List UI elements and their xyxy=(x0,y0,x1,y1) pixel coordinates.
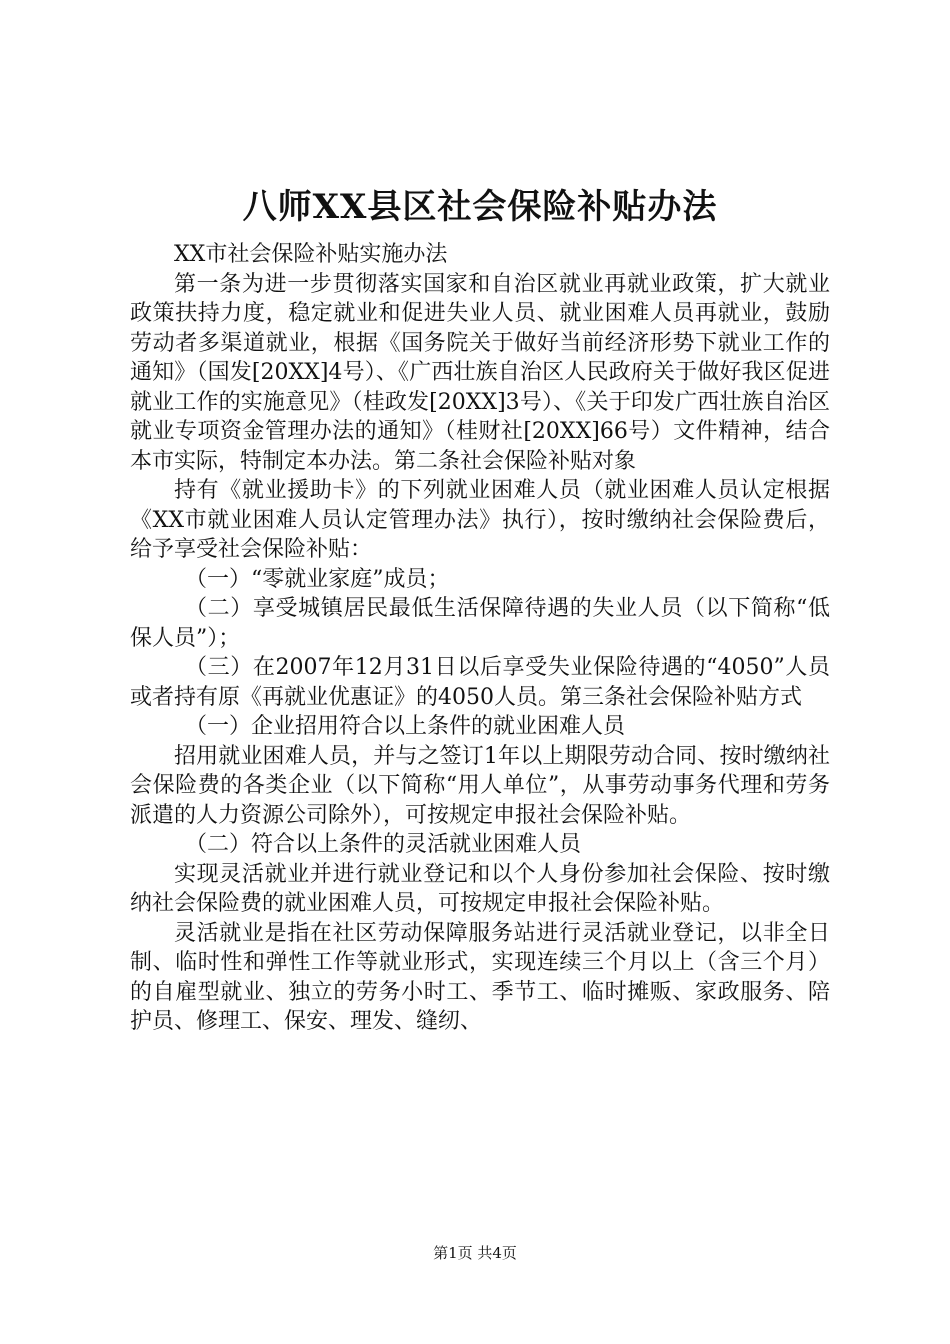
document-body xyxy=(130,240,830,1037)
paragraph-item-1: （一）“零就业家庭”成员； xyxy=(185,566,450,592)
paragraph-item-3: （三）在2007年12月31日以后享受失业保险待遇的“4050”人员或者持有原《再就业优惠证》的4050人员。第三条社会保险补贴方式 xyxy=(130,655,830,710)
document-title: 八师XX县区社会保险补贴办法 xyxy=(242,187,718,227)
paragraph-method-2: （二）符合以上条件的灵活就业困难人员 xyxy=(185,832,582,857)
paragraph-article-1: 第一条为进一步贯彻落实国家和自治区就业再就业政策，扩大就业政策扶持力度，稳定就业和促进失业人员、就业困难人员再就业，鼓励劳动者多渠道就业，根据《国务院关于做好当前经济形势下就业工作的通知》（国发[20XX]4号）、《广西壮族自治区人民政府关于做好我区促进就业工作的实施意见》（桂政发[20XX]3号）、《关于印发广西壮族自治区就业专项资金管理办法的通知》（桂财社[20XX]66号）文件精神，结合本市实际，特制定本办法。第二条社会保险补贴对象 xyxy=(130,271,830,474)
page-number: 第1页 共4页 xyxy=(433,1244,517,1262)
paragraph-method-1: （一）企业招用符合以上条件的就业困难人员 xyxy=(185,714,626,739)
paragraph-eligibility: 持有《就业援助卡》的下列就业困难人员（就业困难人员认定根据《XX市就业困难人员认定管理办法》执行），按时缴纳社会保险费后，给予享受社会保险补贴： xyxy=(130,478,830,562)
paragraph-employer: 招用就业困难人员，并与之签订1年以上期限劳动合同、按时缴纳社会保险费的各类企业（以下简称“用人单位”，从事劳动事务代理和劳务派遣的人力资源公司除外），可按规定申报社会保险补贴。 xyxy=(130,743,830,828)
paragraph-flexible-definition: 灵活就业是指在社区劳动保障服务站进行灵活就业登记，以非全日制、临时性和弹性工作等就业形式，实现连续三个月以上（含三个月）的自雇型就业、独立的劳务小时工、季节工、临时摊贩、家政服务、陪护员、修理工、保安、理发、缝纫、 xyxy=(130,920,830,1034)
paragraph-item-2: （二）享受城镇居民最低生活保障待遇的失业人员（以下简称“低保人员”）； xyxy=(130,596,830,651)
paragraph-flexible: 实现灵活就业并进行就业登记和以个人身份参加社会保险、按时缴纳社会保险费的就业困难人员，可按规定申报社会保险补贴。 xyxy=(130,861,830,916)
paragraph-subtitle: XX市社会保险补贴实施办法 xyxy=(174,242,448,267)
document-page xyxy=(130,180,830,1037)
